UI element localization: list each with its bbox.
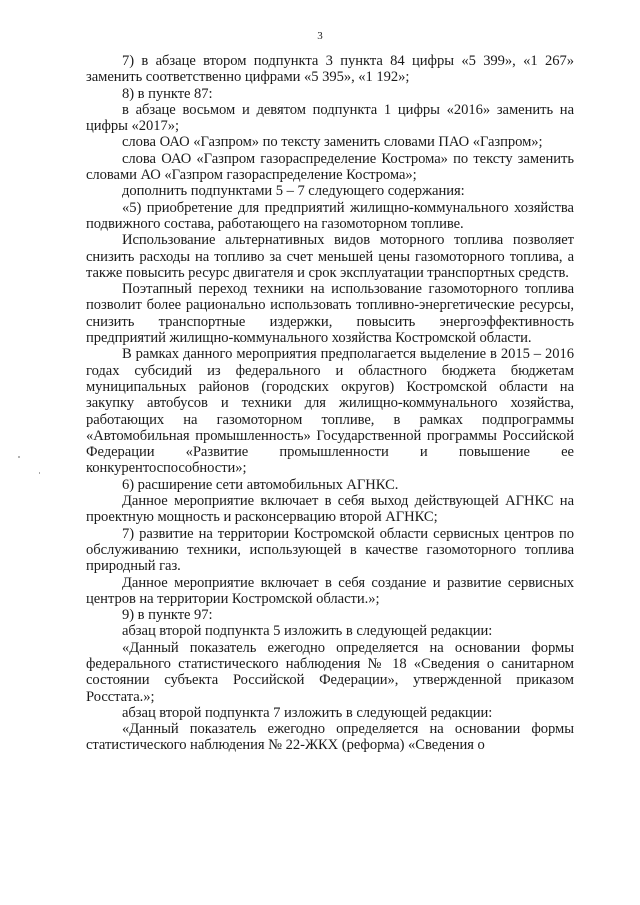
scan-speck <box>18 456 20 458</box>
amendment-paragraph: 8) в пункте 87: <box>122 85 213 102</box>
amendment-paragraph: «5) приобретение для предприятий жилищно-коммунального хозяйства подвижного состава, работающего на газомоторном топливе. <box>86 199 574 232</box>
amendment-paragraph: «Данный показатель ежегодно определяется на основании формы федерального статистического наблюдения № 18 «Сведения о санитарном состоянии субъекта Российской Федерации», утвержденной приказом Росстата.»; <box>86 639 574 705</box>
document-body <box>86 53 574 754</box>
amendment-paragraph: слова ОАО «Газпром» по тексту заменить словами ПАО «Газпром»; <box>122 134 543 151</box>
amendment-paragraph: слова ОАО «Газпром газораспределение Кострома» по тексту заменить словами АО «Газпром газораспределение Кострома»; <box>86 150 574 184</box>
amendment-paragraph: 7) развитие на территории Костромской области сервисных центров по обслуживанию техники, использующей в качестве газомоторного топлива природный газ. <box>86 525 574 575</box>
amendment-paragraph: В рамках данного мероприятия предполагается выделение в 2015 – 2016 годах субсидий из федерального и областного бюджета бюджетам муниципальных районов (городских округов) Костромской области на закупку автобусов и техники для жилищно-коммунального хозяйства, работающих на газомоторном топливе, в рамках подпрограммы «Автомобильная промышленность» Государственной программы Российской Федерации «Развитие промышленности и повышение ее конкурентоспособности»; <box>86 346 574 477</box>
amendment-paragraph: дополнить подпунктами 5 – 7 следующего содержания: <box>122 183 465 200</box>
amendment-paragraph: 6) расширение сети автомобильных АГНКС. <box>122 476 399 493</box>
amendment-paragraph: «Данный показатель ежегодно определяется на основании формы статистического наблюдения № 22-ЖКХ (реформа) «Сведения о <box>86 721 574 754</box>
amendment-paragraph: Использование альтернативных видов моторного топлива позволяет снизить расходы на топливо за счет меньшей цены газомоторного топлива, а также повысить ресурс двигателя и срок эксплуатации транспортных средств. <box>86 232 574 281</box>
amendment-paragraph: Данное мероприятие включает в себя выход действующей АГНКС на проектную мощность и расконсервацию второй АГНКС; <box>86 493 574 526</box>
scan-speck <box>39 472 40 474</box>
amendment-paragraph: Поэтапный переход техники на использование газомоторного топлива позволит более рационально использовать топливно-энергетические ресурсы, снизить транспортные издержки, повысить энергоэффективность предприятий жилищно-коммунального хозяйства Костромской области. <box>86 281 574 347</box>
amendment-paragraph: абзац второй подпункта 5 изложить в следующей редакции: <box>122 623 493 640</box>
amendment-paragraph: 7) в абзаце втором подпункта 3 пункта 84 цифры «5 399», «1 267» заменить соответственно цифрами «5 395», «1 192»; <box>86 53 574 86</box>
amendment-paragraph: абзац второй подпункта 7 изложить в следующей редакции: <box>122 704 493 721</box>
amendment-paragraph: 9) в пункте 97: <box>122 607 213 624</box>
page-number: 3 <box>317 30 323 42</box>
amendment-paragraph: в абзаце восьмом и девятом подпункта 1 цифры «2016» заменить на цифры «2017»; <box>86 101 574 135</box>
amendment-paragraph: Данное мероприятие включает в себя создание и развитие сервисных центров на территории Костромской области.»; <box>86 574 574 607</box>
